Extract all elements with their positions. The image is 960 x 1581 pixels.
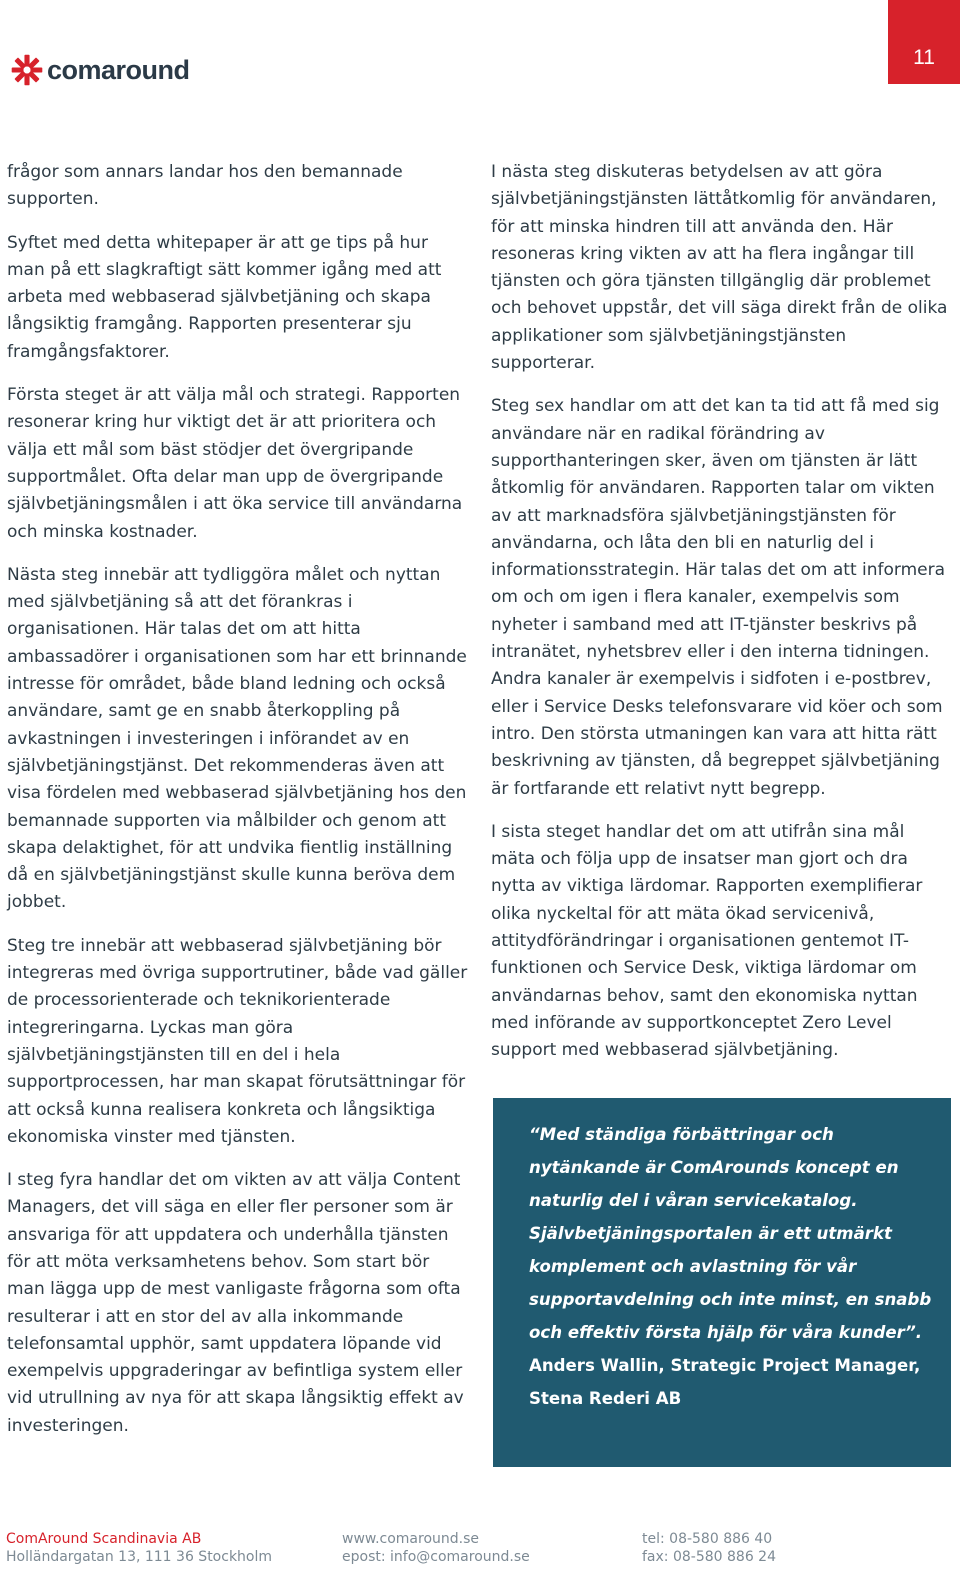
comaround-logo [10,50,190,90]
page-number: 11 [913,46,935,69]
brand-name: comaround [47,54,190,85]
footer-address: Holländargatan 13, 111 36 Stockholm [6,1549,273,1565]
footer-fax: fax: 08-580 886 24 [642,1549,776,1565]
footer-company-name: ComAround Scandinavia AB [6,1531,202,1547]
paragraph: Första steget är att välja mål och strategi. Rapporten resonerar kring hur viktigt det är att prioritera och välja ett mål som bäst stödjer det övergripande supportmålet. Ofta delar man upp de övergripande självbetjäningsmålen i att öka service till användarna och minska kostnader. [7,385,463,542]
paragraph: I nästa steg diskuteras betydelsen av att göra självbetjäningstjänsten lättåtkomlig för användaren, för att minska hindren till att använda den. Här resoneras kring vikten av att ha flera ingångar till tjänsten och göra tjänsten tillgänglig där problemet och behovet uppstår, det vill säga direkt från de olika applikationer som självbetjäningstjänsten supporterar. [491,162,948,374]
footer-phone: tel: 08-580 886 40 [642,1531,773,1547]
right-column [491,159,951,1081]
paragraph: Steg sex handlar om att det kan ta tid att få med sig användare när en radikal förändring av supporthanteringen sker, även om tjänsten är lätt åtkomlig för användaren. Rapporten talar om vikten av att marknadsföra självbetjäningstjänsten för användarna, och låta den bli en naturlig del i informationsstrategin. Här talas det om att informera om och om igen i flera kanaler, exempelvis som nyheter i samband med att IT-tjänster beskrivs på intranätet, nyhetsbrev eller i den interna tidningen. Andra kanaler är exempelvis i sidfoten i e-postbrev, eller i Service Desks telefonsvarare vid köer och som intro. Den största utmaningen kan vara att hitta rätt beskrivning av tjänsten, då begreppet självbetjäning är fortfarande ett relativt nytt begrepp. [491,396,946,799]
quote-box [493,1098,951,1467]
paragraph: Nästa steg innebär att tydliggöra målet och nyttan med självbetjäning så att det förankras i organisationen. Här talas det om att hitta ambassadörer i organisationen som har ett brinnande intresse för området, både bland ledning och också användare, samt ge en snabb återkoppling på avkastningen i investeringen i införandet av en självbetjäningstjänst. Det rekommenderas även att visa fördelen med webbaserad självbetjäning hos den bemannade supporten via målbilder och genom att skapa delaktighet, för att undvika fientlig inställning då en självbetjäningstjänst skulle kunna beröva dem jobbet. [7,564,467,913]
paragraph: frågor som annars landar hos den bemannade supporten. [7,162,403,210]
left-column [7,159,469,1456]
paragraph: Steg tre innebär att webbaserad självbetjäning bör integreras med övriga supportrutiner, både vad gäller de processorienterade och teknikorienterade integreringarna. Lyckas man göra självbetjäningstjänsten till en del i hela supportprocessen, har man skapat förutsättningar för att också kunna realisera konkreta och långsiktiga ekonomiska vinster med tjänsten. [7,935,468,1147]
paragraph: I sista steget handlar det om att utifrån sina mål mäta och följa upp de insatser man gjort och dra nytta av viktiga lärdomar. Rapporten exemplifierar olika nyckeltal för att mäta ökad servicenivå, attitydförändringar i organisationen gentemot IT-funktionen och Service Desk, viktiga lärdomar om användarnas behov, samt den ekonomiska nyttan med införande av supportkonceptet Zero Level support med webbaserad självbetjäning. [491,821,923,1061]
footer-company-block [6,1530,272,1566]
footer-email-link[interactable]: epost: info@comaround.se [342,1549,530,1565]
footer-web-block [342,1530,530,1566]
quote-text: “Med ständiga förbättringar och nytänkande är ComArounds koncept en naturlig del i våran servicekatalog. Självbetjäningsportalen är ett utmärkt komplement och avlastning för vår supportavdelning och inte minst, en snabb och effektiv första hjälp för våra kunder”. [529,1125,932,1342]
comaround-star-logo-icon [10,53,44,87]
quote-attribution: Anders Wallin, Strategic Project Manager, Stena Rederi AB [529,1356,921,1408]
page-number-tab [888,0,960,84]
paragraph: Syftet med detta whitepaper är att ge tips på hur man på ett slagkraftigt sätt kommer igång med att arbeta med webbaserad självbetjäning och skapa långsiktig framgång. Rapporten presenterar sju framgångsfaktorer. [7,232,442,362]
footer-website-link[interactable]: www.comaround.se [342,1531,479,1547]
paragraph: I steg fyra handlar det om vikten av att välja Content Managers, det vill säga en eller fler personer som är ansvariga för att uppdatera och underhålla tjänsten för att möta verksamhetens behov. Som start bör man lägga upp de mest vanligaste frågorna som ofta resulterar i att en stor del av alla inkommande telefonsamtal upphör, samt uppdatera löpande vid exempelvis uppgraderingar av befintliga system eller vid utrullning av nya för att skapa långsiktig effekt av investeringen. [7,1170,464,1436]
footer-phone-block [642,1530,776,1566]
